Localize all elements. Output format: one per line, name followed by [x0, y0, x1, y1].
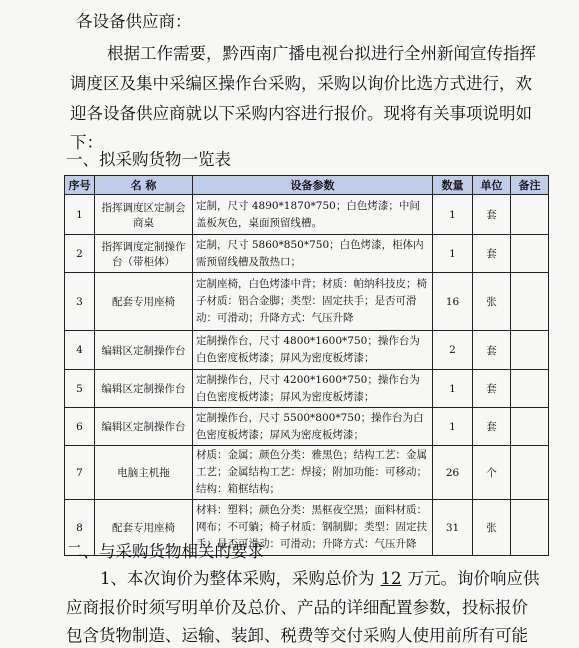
header-qty: 数量 — [433, 176, 473, 195]
cell-qty: 16 — [433, 273, 473, 331]
cell-no: 5 — [65, 370, 95, 408]
cell-unit: 套 — [473, 195, 511, 235]
header-no: 序号 — [65, 176, 95, 195]
cell-name: 编辑区定制操作台 — [95, 370, 193, 408]
cell-no: 2 — [65, 235, 95, 273]
table-row — [65, 408, 549, 446]
cell-spec: 定制操作台，尺寸 4800*1600*750；操作台为白色密度板烤漆；屏风为密度板烤漆； — [193, 331, 433, 370]
requirement-1-line: 包含货物制造、运输、装卸、税费等交付采购人使用前所有可能 — [66, 626, 528, 645]
cell-no: 3 — [65, 273, 95, 331]
req1-suffix: 万元。询价响应供 — [407, 569, 540, 588]
section1-title: 一、拟采购货物一览表 — [66, 150, 231, 169]
section2-title: 二、与采购货物相关的要求 — [66, 542, 264, 561]
intro-line: 根据工作需要，黔西南广播电视台拟进行全州新闻宣传指挥 — [107, 44, 536, 63]
cell-spec: 定制，尺寸 4890*1870*750；白色烤漆；中间盖板灰色，桌面预留线槽。 — [193, 195, 433, 235]
table-row — [65, 195, 549, 235]
table-row — [65, 235, 549, 273]
req1-prefix: 1、本次询价为整体采购，采购总价为 — [100, 569, 375, 588]
cell-name: 指挥调度定制操作台（带柜体） — [95, 235, 193, 273]
cell-note — [511, 408, 549, 446]
cell-unit: 套 — [473, 370, 511, 408]
cell-spec: 定制，尺寸 5860*850*750；白色烤漆，柜体内需预留线槽及散热口； — [193, 235, 433, 273]
cell-qty: 2 — [433, 331, 473, 370]
req1-amount: 12 — [380, 569, 402, 588]
cell-note — [511, 446, 549, 500]
header-unit: 单位 — [473, 176, 511, 195]
cell-name: 电脑主机拖 — [95, 446, 193, 500]
cell-no: 7 — [65, 446, 95, 500]
header-spec: 设备参数 — [193, 176, 433, 195]
cell-name: 编辑区定制操作台 — [95, 331, 193, 370]
cell-note — [511, 331, 549, 370]
cell-unit: 张 — [473, 500, 511, 556]
cell-name: 编辑区定制操作台 — [95, 408, 193, 446]
cell-spec: 材料：塑料；颜色分类：黑框夜空黑；面料材质：网布；不可躺；椅子材质：钢制脚；类型：固定扶手；是否可滑动：可滑动；升降方式：气压升降 — [193, 500, 433, 556]
requirement-1-line: 应商报价时须写明单价及总价、产品的详细配置参数，投标报价 — [66, 598, 528, 617]
cell-qty: 26 — [433, 446, 473, 500]
cell-unit: 套 — [473, 235, 511, 273]
intro-line: 下： — [70, 133, 103, 152]
cell-qty: 1 — [433, 370, 473, 408]
intro-line: 调度区及集中采编区操作台采购，采购以询价比选方式进行，欢 — [70, 74, 532, 93]
cell-spec: 定制操作台，尺寸 5500*800*750；操作台为白色密度板烤漆；屏风为密度板烤漆； — [193, 408, 433, 446]
table-header-row — [65, 176, 549, 195]
cell-no: 1 — [65, 195, 95, 235]
cell-qty: 1 — [433, 408, 473, 446]
table-row — [65, 331, 549, 370]
cell-no: 8 — [65, 500, 95, 556]
cell-qty: 1 — [433, 235, 473, 273]
cell-unit: 张 — [473, 273, 511, 331]
cell-note — [511, 370, 549, 408]
cell-name: 配套专用座椅 — [95, 500, 193, 556]
cell-name: 指挥调度区定制会商桌 — [95, 195, 193, 235]
table-row — [65, 273, 549, 331]
cell-spec: 材质：金属；颜色分类：雅黑色；结构工艺：金属工艺；金属结构工艺：焊接；附加功能：可移动；结构：箱框结构； — [193, 446, 433, 500]
intro-line: 迎各设备供应商就以下采购内容进行报价。现将有关事项说明如 — [70, 104, 532, 123]
cell-note — [511, 273, 549, 331]
cell-spec: 定制操作台，尺寸 4200*1600*750；操作台为白色密度板烤漆；屏风为密度板烤漆； — [193, 370, 433, 408]
header-name: 名 称 — [95, 176, 193, 195]
cell-no: 6 — [65, 408, 95, 446]
cell-note — [511, 235, 549, 273]
cell-qty: 31 — [433, 500, 473, 556]
requirement-1 — [100, 567, 579, 591]
header-note: 备注 — [511, 176, 549, 195]
cell-no: 4 — [65, 331, 95, 370]
salutation: 各设备供应商： — [76, 12, 192, 31]
cell-qty: 1 — [433, 195, 473, 235]
cell-name: 配套专用座椅 — [95, 273, 193, 331]
cell-unit: 套 — [473, 331, 511, 370]
table-row — [65, 446, 549, 500]
cell-unit: 套 — [473, 408, 511, 446]
table-row — [65, 370, 549, 408]
cell-note — [511, 195, 549, 235]
cell-spec: 定制座椅，白色烤漆中背；材质：帕纳科技皮；椅子材质：铝合金脚；类型：固定扶手；是否可滑动：可滑动；升降方式：气压升降 — [193, 273, 433, 331]
cell-unit: 个 — [473, 446, 511, 500]
procurement-table — [64, 175, 549, 556]
